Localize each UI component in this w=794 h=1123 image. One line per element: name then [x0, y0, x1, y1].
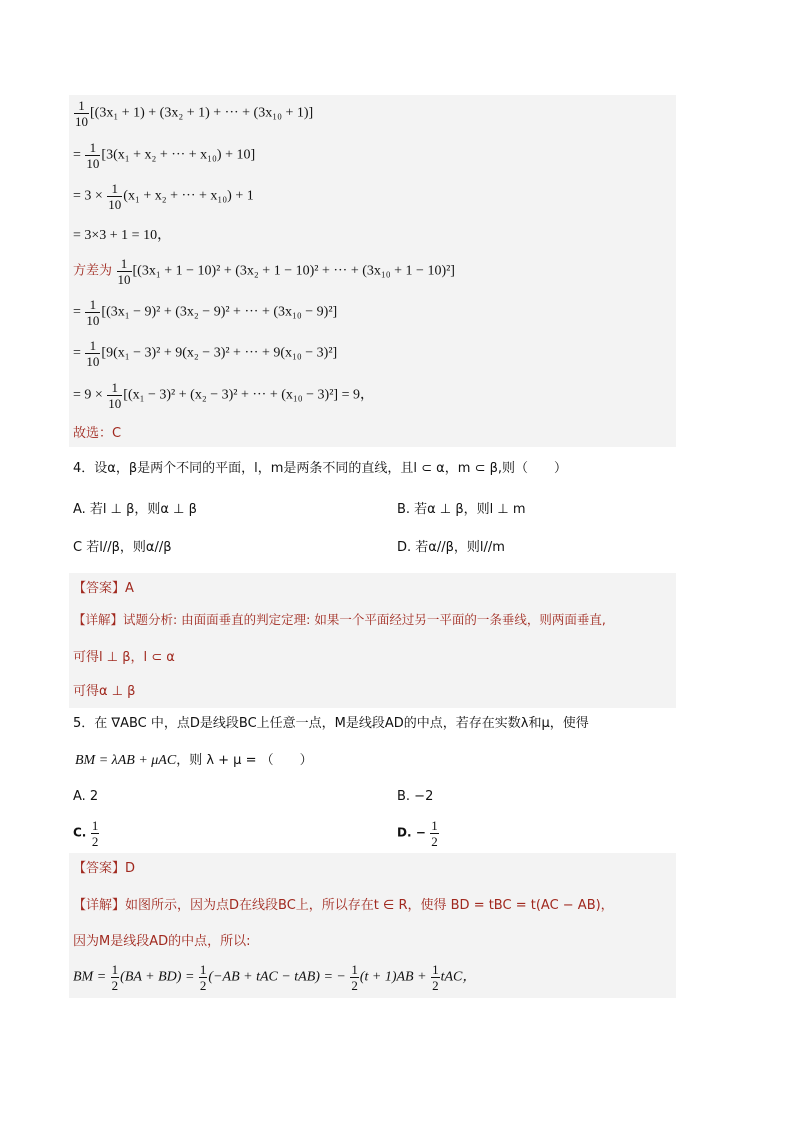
variance-line-3-pre: = — [73, 345, 81, 361]
variance-line-4-pre: = 9 × — [73, 387, 103, 403]
q5-stem-tail: ，则 λ + μ = （ ） — [176, 753, 313, 768]
frac-num: 1 — [111, 962, 119, 977]
q5-detail-3-part-4: (t + 1)AB + — [359, 969, 427, 985]
q5-stem-2 — [75, 754, 313, 768]
q4-stem: 4．设α，β是两个不同的平面，l，m是两条不同的直线，且l ⊂ α，m ⊂ β,则（ ） — [73, 461, 568, 476]
q5-detail-2: 因为M是线段AD的中点，所以: — [73, 934, 251, 949]
frac-den: 2 — [199, 978, 207, 993]
frac-num: 1 — [432, 962, 439, 977]
q5-vector-equation: BM = λAB + μAC — [75, 753, 177, 768]
mean-line-3-body: (x₁ + x₂ + ··· + x₁₀) + 1 — [123, 188, 254, 204]
frac-num: 1 — [107, 380, 122, 396]
variance-line-4-body: [(x₁ − 3)² + (x₂ − 3)² + ··· + (x₁₀ − 3)²] = 9， — [123, 387, 374, 403]
variance-line-1 — [73, 256, 455, 287]
frac-den: 2 — [111, 978, 119, 993]
frac-den: 2 — [91, 834, 99, 849]
frac-den: 2 — [431, 834, 438, 849]
mean-line-1-body: [(3x₁ + 1) + (3x₂ + 1) + ··· + (3x₁₀ + 1)] — [90, 105, 314, 121]
variance-line-3 — [73, 338, 337, 369]
mean-line-2-body: [3(x₁ + x₂ + ··· + x₁₀) + 10] — [101, 147, 256, 163]
frac-den: 2 — [351, 978, 358, 993]
frac-num: 1 — [117, 256, 132, 272]
q5-answer: 【答案】D — [73, 861, 136, 876]
mean-line-3-pre: = 3 × — [73, 188, 103, 204]
frac-num: 1 — [85, 338, 100, 354]
q4-detail-2: 可得l ⊥ β，l ⊂ α — [73, 650, 175, 665]
variance-line-1-body: [(3x₁ + 1 − 10)² + (3x₂ + 1 − 10)² + ··· + (3x₁₀ + 1 − 10)²] — [132, 263, 455, 279]
q5-option-b: B. −2 — [397, 789, 434, 804]
q5-detail-3-part-5: tAC， — [440, 969, 477, 985]
q4-detail-3: 可得α ⊥ β — [73, 684, 136, 699]
q5-option-d — [397, 818, 440, 849]
q4-answer: 【答案】A — [73, 581, 134, 596]
mean-line-4: = 3×3 + 1 = 10， — [73, 228, 172, 243]
q5-detail-3 — [73, 962, 476, 993]
mean-line-1 — [73, 98, 313, 129]
frac-num: 1 — [85, 140, 100, 156]
variance-label: 方差为 — [73, 263, 113, 279]
q5-detail-3-part-2: (BA + BD) = — [120, 969, 195, 985]
variance-line-4 — [73, 380, 374, 411]
variance-line-2-body: [(3x₁ − 9)² + (3x₂ − 9)² + ··· + (3x₁₀ − 9)²] — [101, 304, 338, 320]
frac-num: 1 — [107, 181, 122, 197]
frac-den: 10 — [75, 114, 88, 129]
answer-choice: 故选：C — [73, 426, 122, 441]
frac-den: 2 — [432, 978, 439, 993]
frac-num: 1 — [351, 962, 358, 977]
variance-line-2-pre: = — [73, 304, 81, 320]
q5-detail-3-part-1: BM = — [73, 969, 107, 985]
frac-den: 10 — [108, 396, 122, 411]
mean-line-2 — [73, 140, 255, 171]
variance-line-2 — [73, 297, 337, 328]
q5-option-c — [73, 818, 100, 849]
q5-detail-3-part-3: (−AB + tAC − tAB) = − — [208, 969, 346, 985]
q4-option-a: A. 若l ⊥ β，则α ⊥ β — [73, 502, 197, 517]
frac-num: 1 — [199, 962, 207, 977]
frac-den: 10 — [86, 156, 100, 171]
q5-option-d-label: D. − — [397, 825, 426, 840]
q5-stem-1: 5．在 ∇ABC 中，点D是线段BC上任意一点，M是线段AD的中点，若存在实数λ和μ，使得 — [73, 716, 589, 731]
frac-den: 10 — [117, 272, 131, 287]
frac-num: 1 — [431, 818, 438, 833]
variance-line-3-body: [9(x₁ − 3)² + 9(x₂ − 3)² + ··· + 9(x₁₀ − 3)²] — [101, 345, 338, 361]
q4-option-d: D. 若α//β，则l//m — [397, 540, 505, 555]
q4-option-b: B. 若α ⊥ β，则l ⊥ m — [397, 502, 526, 517]
q5-option-a: A. 2 — [73, 789, 99, 804]
frac-num: 1 — [91, 818, 99, 833]
frac-num: 1 — [85, 297, 100, 313]
mean-line-3 — [73, 181, 254, 212]
mean-line-2-pre: = — [73, 147, 81, 163]
frac-den: 10 — [108, 197, 122, 212]
q4-option-c: C 若l//β，则α//β — [73, 540, 172, 555]
frac-den: 10 — [86, 313, 100, 328]
q5-detail-1: 【详解】如图所示，因为点D在线段BC上，所以存在t ∈ R，使得 BD = tBC = t(AC − AB)， — [73, 898, 614, 913]
q4-detail-1: 【详解】试题分析: 由面面垂直的判定定理: 如果一个平面经过另一平面的一条垂线，则两面垂直, — [73, 612, 606, 627]
q5-option-c-label: C. — [73, 825, 87, 840]
frac-den: 10 — [86, 354, 100, 369]
frac-num: 1 — [74, 98, 89, 114]
solution-block-2 — [69, 573, 676, 708]
